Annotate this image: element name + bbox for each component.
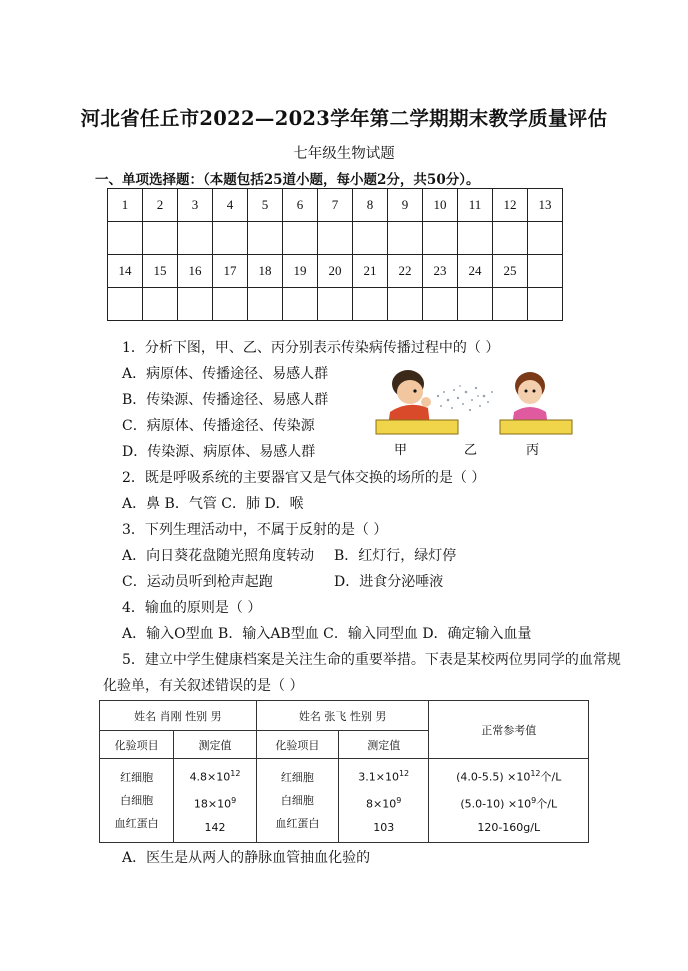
measured-value: $8\times 10^9$ [366, 796, 402, 811]
answer-cell[interactable] [213, 222, 248, 255]
value-header-2: 测定值 [338, 731, 429, 759]
answer-cell[interactable] [283, 288, 318, 321]
measured-value: $4.8\times 10^{12}$ [189, 769, 241, 784]
question-4-options[interactable]: A．输入O型血 B．输入AB型血 C．输入同型血 D．确定输入血量 [122, 626, 532, 642]
question-4-stem: 4．输血的原则是（ ） [122, 600, 262, 616]
answer-cell[interactable] [143, 222, 178, 255]
figure-label-jia: 甲 [394, 443, 408, 458]
answer-cell[interactable] [248, 222, 283, 255]
answer-cell[interactable] [353, 288, 388, 321]
question-1-option-c[interactable]: C．病原体、传播途径、传染源 [122, 418, 315, 434]
items-col-2 [256, 759, 338, 843]
question-number-cell: 15 [143, 255, 178, 288]
question-3-option-d[interactable]: D．进食分泌唾液 [334, 574, 444, 590]
question-number-cell: 21 [353, 255, 388, 288]
answer-cell[interactable] [353, 222, 388, 255]
question-number-cell: 20 [318, 255, 353, 288]
item-name: 红细胞 [280, 771, 314, 784]
question-number-cell: 22 [388, 255, 423, 288]
measured-value: 103 [373, 820, 395, 834]
value-header-1: 测定值 [174, 731, 257, 759]
answer-number-row [108, 189, 563, 222]
question-number-cell [528, 255, 563, 288]
item-name: 白细胞 [120, 794, 154, 807]
question-3-option-b[interactable]: B．红灯行，绿灯停 [334, 548, 457, 564]
question-number-cell: 17 [213, 255, 248, 288]
reference-value: $(4.0-5.5) \times 10^{12}$个/L [456, 769, 562, 784]
reference-value: $(5.0-10) \times 10^9$个/L [460, 796, 558, 811]
question-number-cell: 2 [143, 189, 178, 222]
question-number-cell: 14 [108, 255, 143, 288]
answer-blank-row[interactable] [108, 288, 563, 321]
person2-header: 姓名 张飞 性别 男 [256, 701, 429, 731]
item-header-2: 化验项目 [256, 731, 338, 759]
question-number-cell: 10 [423, 189, 458, 222]
answer-cell[interactable] [493, 222, 528, 255]
question-number-cell: 1 [108, 189, 143, 222]
measured-value: 142 [204, 820, 226, 834]
blood-test-table [99, 700, 589, 843]
question-5-option-a[interactable]: A．医生是从两人的静脉血管抽血化验的 [122, 850, 371, 866]
question-number-cell: 13 [528, 189, 563, 222]
question-number-cell: 7 [318, 189, 353, 222]
person1-header: 姓名 肖刚 性别 男 [100, 701, 257, 731]
question-3-option-c[interactable]: C．运动员听到枪声起跑 [122, 574, 273, 590]
question-1-stem: 1．分析下图，甲、乙、丙分别表示传染病传播过程中的（ ） [122, 340, 500, 356]
reference-header: 正常参考值 [429, 701, 589, 759]
section-heading: 一、单项选择题：（本题包括25道小题，每小题2分，共50分）。 [95, 172, 480, 188]
item-header-1: 化验项目 [100, 731, 174, 759]
answer-cell[interactable] [108, 222, 143, 255]
answer-cell[interactable] [423, 288, 458, 321]
answer-cell[interactable] [528, 222, 563, 255]
answer-cell[interactable] [423, 222, 458, 255]
sneezing-boy-figure [388, 370, 431, 426]
question-number-cell: 25 [493, 255, 528, 288]
question-number-cell: 16 [178, 255, 213, 288]
items-col-1 [100, 759, 174, 843]
answer-cell[interactable] [283, 222, 318, 255]
question-2-stem: 2．既是呼吸系统的主要器官又是气体交换的场所的是（ ） [122, 470, 486, 486]
exam-subtitle: 七年级生物试题 [293, 146, 395, 162]
answer-cell[interactable] [388, 288, 423, 321]
values-col-1 [174, 759, 257, 843]
item-name: 血红蛋白 [114, 817, 159, 830]
question-number-cell: 6 [283, 189, 318, 222]
question-1-option-b[interactable]: B．传染源、传播途径、易感人群 [122, 392, 329, 408]
answer-cell[interactable] [248, 288, 283, 321]
answer-cell[interactable] [388, 222, 423, 255]
figure-label-bing: 丙 [526, 443, 540, 458]
question-1-option-d[interactable]: D．传染源、病原体、易感人群 [122, 444, 316, 460]
answer-cell[interactable] [318, 222, 353, 255]
exam-title: 河北省任丘市2022—2023学年第二学期期末教学质量评估 [80, 107, 608, 130]
answer-cell[interactable] [528, 288, 563, 321]
figure-label-yi: 乙 [464, 443, 478, 458]
disease-transmission-illustration [368, 362, 578, 462]
answer-cell[interactable] [318, 288, 353, 321]
answer-cell[interactable] [458, 288, 493, 321]
question-number-cell: 24 [458, 255, 493, 288]
question-3-option-a[interactable]: A．向日葵花盘随光照角度转动 [122, 548, 315, 564]
question-5-stem-line1: 5．建立中学生健康档案是关注生命的重要举措。下表是某校两位男同学的血常规 [122, 652, 621, 668]
answer-cell[interactable] [143, 288, 178, 321]
question-5-stem-line2: 化验单，有关叙述错误的是（ ） [103, 678, 304, 694]
answer-cell[interactable] [178, 288, 213, 321]
item-name: 血红蛋白 [275, 817, 320, 830]
answer-cell[interactable] [493, 288, 528, 321]
item-name: 白细胞 [280, 794, 314, 807]
answer-cell[interactable] [108, 288, 143, 321]
item-name: 红细胞 [120, 771, 154, 784]
answer-grid [107, 188, 563, 321]
droplet-spray [437, 385, 493, 411]
reference-values [429, 759, 589, 843]
answer-number-row [108, 255, 563, 288]
measured-value: $3.1\times 10^{12}$ [358, 769, 410, 784]
question-number-cell: 4 [213, 189, 248, 222]
question-3-stem: 3．下列生理活动中，不属于反射的是（ ） [122, 522, 388, 538]
question-number-cell: 18 [248, 255, 283, 288]
question-number-cell: 3 [178, 189, 213, 222]
answer-cell[interactable] [178, 222, 213, 255]
answer-cell[interactable] [458, 222, 493, 255]
question-number-cell: 9 [388, 189, 423, 222]
question-1-option-a[interactable]: A．病原体、传播途径、易感人群 [122, 366, 329, 382]
question-number-cell: 19 [283, 255, 318, 288]
answer-blank-row[interactable] [108, 222, 563, 255]
reference-value: 120-160g/L [477, 820, 541, 834]
question-number-cell: 23 [423, 255, 458, 288]
question-number-cell: 12 [493, 189, 528, 222]
question-2-options[interactable]: A．鼻 B．气管 C．肺 D．喉 [122, 496, 304, 512]
question-number-cell: 5 [248, 189, 283, 222]
answer-cell[interactable] [213, 288, 248, 321]
question-number-cell: 11 [458, 189, 493, 222]
question-number-cell: 8 [353, 189, 388, 222]
girl-figure [512, 372, 548, 426]
values-col-2 [338, 759, 429, 843]
measured-value: $18\times 10^9$ [193, 796, 237, 811]
